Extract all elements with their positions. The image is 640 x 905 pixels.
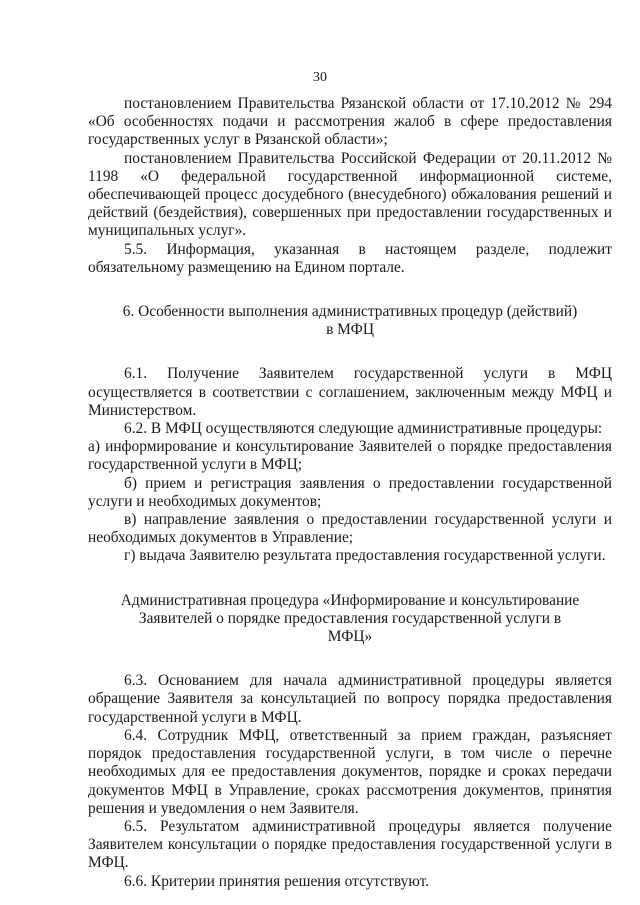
list-item-v: в) направление заявления о предоставлении государственной услуги и необходимых документов в Управление;: [88, 511, 612, 547]
paragraph-6-6: 6.6. Критерии принятия решения отсутствуют.: [124, 872, 430, 890]
paragraph-6-3: 6.3. Основанием для начала административной процедуры является обращение Заявителя за консультацией по вопросу порядка предоставления государственной услуги в МФЦ.: [88, 672, 612, 726]
paragraph-6-4: 6.4. Сотрудник МФЦ, ответственный за прием граждан, разъясняет порядок предоставления государственной услуги, в том числе о перечне необходимых для ее предоставления документов, порядке и сроках передачи документов МФЦ в Управление, сроках рассмотрения документов, принятия решения и уведомления о нем Заявителя.: [88, 726, 612, 817]
section-6-heading: 6. Особенности выполнения административных процедур (действий) в МФЦ: [122, 303, 578, 339]
list-item-b: б) прием и регистрация заявления о предоставлении государственной услуги и необходимых документов;: [88, 474, 612, 510]
page-number: 30: [313, 70, 327, 85]
list-item-g: г) выдача Заявителю результата предоставления государственной услуги.: [124, 547, 606, 565]
paragraph-federal-resolution: постановлением Правительства Российской Федерации от 20.11.2012 № 1198 «О федеральной государственной информационной системе, обеспечивающей процесс досудебного (внесудебного) обжалования решений и действий (бездействия), совершенных при предоставлении государственных и муниципальных услуг».: [88, 149, 612, 240]
subsection-heading: Административная процедура «Информирование и консультирование Заявителей о порядке предоставления государственной услуги в МФЦ»: [120, 591, 580, 646]
paragraph-6-2: 6.2. В МФЦ осуществляются следующие административные процедуры:: [124, 420, 603, 438]
paragraph-6-1: 6.1. Получение Заявителем государственной услуги в МФЦ осуществляется в соответствии с соглашением, заключенным между МФЦ и Министерством.: [88, 365, 612, 419]
document-body: [88, 95, 612, 891]
paragraph-ryazan-resolution: постановлением Правительства Рязанской области от 17.10.2012 № 294 «Об особенностях подачи и рассмотрения жалоб в сфере предоставления государственных услуг в Рязанской области»;: [88, 95, 612, 149]
list-item-a: а) информирование и консультирование Заявителей о порядке предоставления государственной услуги в МФЦ;: [88, 438, 612, 474]
paragraph-6-5: 6.5. Результатом административной процедуры является получение Заявителем консультации о порядке предоставления государственной услуги в МФЦ.: [88, 817, 612, 872]
paragraph-5-5: 5.5. Информация, указанная в настоящем разделе, подлежит обязательному размещению на Едином портале.: [88, 240, 612, 276]
